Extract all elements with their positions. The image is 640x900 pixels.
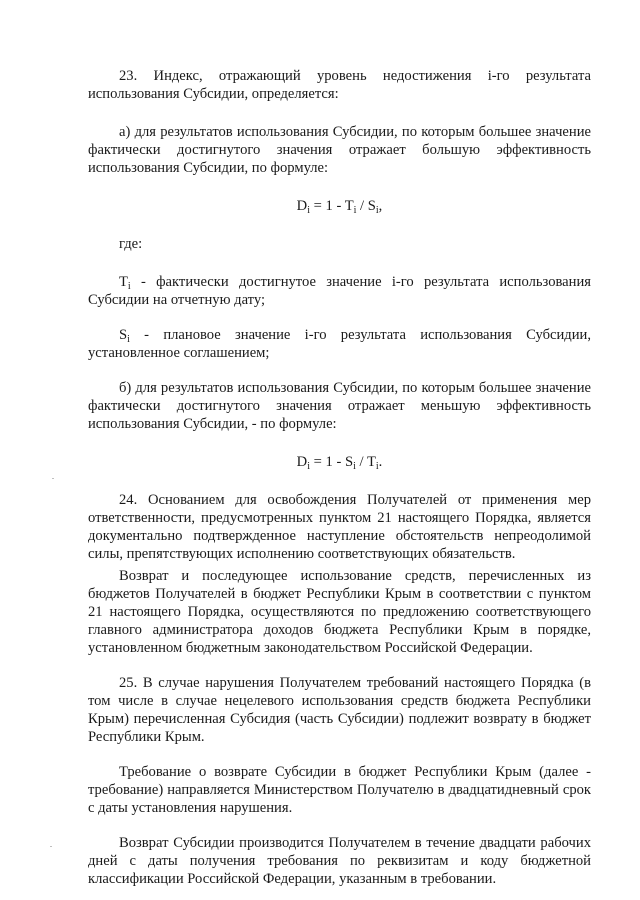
where-label: где: <box>119 236 143 252</box>
formula-a-d: D <box>296 198 308 214</box>
paragraph-25-a: 25. В случае нарушения Получателем требований настоящего Порядка (в том числе в случае нецелевого использования средств бюджета Республики Крым) перечисленная Субсидия (часть Субсидии) подлежит возврату в бюджет Республики Крым. <box>88 675 591 745</box>
paragraph-24-b: Возврат и последующее использование средств, перечисленных из бюджетов Получателей в бюджет Республики Крым в соответствии с пунктом 21 настоящего Порядка, осуществляются по предложению соответствующего главного администратора доходов бюджета Республики Крым в порядке, установленном бюджетным законодательством Российской Федерации. <box>88 568 591 656</box>
paragraph-24-a: 24. Основанием для освобождения Получателей от применения мер ответственности, предусмотренных пунктом 21 настоящего Порядка, является документально подтвержденное наступление обстоятельств непреодолимой силы, препятствующих исполнению соответствующих обязательств. <box>88 492 591 562</box>
si-symbol: S <box>119 327 128 343</box>
formula-a-d-sub: i <box>307 205 310 216</box>
paragraph-23-a: а) для результатов использования Субсидии, по которым большее значение фактически достигнутого значения отражает большую эффективность использования Субсидии, по формуле: <box>88 124 591 176</box>
si-sub: i <box>127 334 130 345</box>
formula-b-d: D <box>296 454 308 470</box>
paragraph-23-intro: 23. Индекс, отражающий уровень недостижения i-го результата использования Субсидии, определяется: <box>88 68 591 102</box>
formula-b-t: T <box>366 454 376 470</box>
formula-a-slash: / <box>356 198 368 214</box>
formula-a-end: , <box>378 198 383 214</box>
scan-speck <box>50 846 52 847</box>
formula-b-s: S <box>344 454 354 470</box>
document-body <box>88 67 591 888</box>
formula-b-slash: / <box>355 454 367 470</box>
formula-a-eq: = 1 - <box>309 198 345 214</box>
formula-a-t: T <box>344 198 354 214</box>
si-definition <box>88 326 591 362</box>
scan-speck <box>52 478 54 479</box>
formula-b-t-sub: i <box>375 461 379 472</box>
formula-a-t-sub: i <box>353 205 357 216</box>
formula-b <box>88 453 591 471</box>
paragraph-25-c: Возврат Субсидии производится Получателем в течение двадцати рабочих дней с даты получения требования по реквизитам и коду бюджетной классификации Российской Федерации, указанным в требовании. <box>88 835 591 887</box>
ti-sub: i <box>127 281 131 292</box>
si-text: - плановое значение i-го результата использования Субсидии, установленное соглашением; <box>88 327 591 361</box>
ti-definition <box>88 273 591 309</box>
formula-b-s-sub: i <box>353 461 356 472</box>
formula-b-end: . <box>378 454 383 470</box>
formula-a-s-sub: i <box>375 205 379 216</box>
ti-text: - фактически достигнутое значение i-го результата использования Субсидии на отчетную дату; <box>88 274 591 308</box>
formula-b-d-sub: i <box>307 461 310 472</box>
formula-b-eq: = 1 - <box>309 454 345 470</box>
ti-symbol: T <box>119 274 128 290</box>
paragraph-25-b: Требование о возврате Субсидии в бюджет Республики Крым (далее - требование) направляется Министерством Получателю в двадцатидневный срок с даты установления нарушения. <box>88 764 591 816</box>
formula-a-s: S <box>367 198 376 214</box>
paragraph-23-b: б) для результатов использования Субсидии, по которым большее значение фактически достигнутого значения отражает меньшую эффективность использования Субсидии, - по формуле: <box>88 380 591 432</box>
formula-a <box>88 197 591 215</box>
